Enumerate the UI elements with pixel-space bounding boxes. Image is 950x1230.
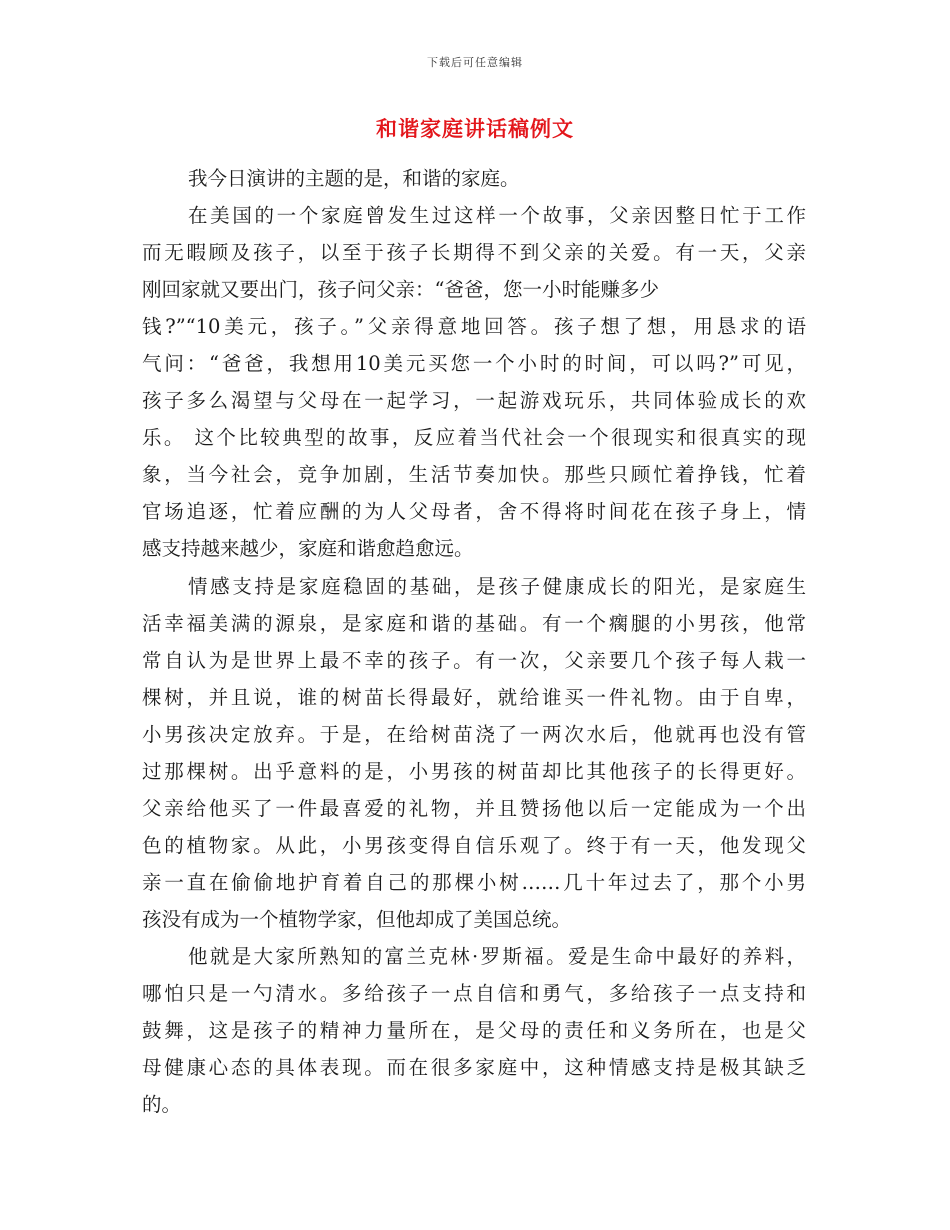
document-title: 和谐家庭讲话稿例文 <box>376 117 574 141</box>
text-line: 象，当今社会，竞争加剧，生活节奏加快。那些只顾忙着挣钱，忙着 <box>142 463 806 487</box>
text-line: 感支持越来越少，家庭和谐愈趋愈远。 <box>142 537 474 561</box>
page-header-note: 下载后可任意编辑 <box>427 56 523 69</box>
text-line: 活幸福美满的源泉，是家庭和谐的基础。有一个瘸腿的小男孩，他常 <box>142 611 806 635</box>
text-line: 我今日演讲的主题的是，和谐的家庭。 <box>188 167 520 190</box>
text-line: 钱?”“10美元，孩子。”父亲得意地回答。孩子想了想，用恳求的语 <box>142 315 806 339</box>
text-line: 过那棵树。出乎意料的是，小男孩的树苗却比其他孩子的长得更好。 <box>142 759 806 783</box>
text-line: 孩子多么渴望与父母在一起学习，一起游戏玩乐，共同体验成长的欢 <box>142 389 806 413</box>
text-line: 父亲给他买了一件最喜爱的礼物，并且赞扬他以后一定能成为一个出 <box>142 796 806 820</box>
text-line: 哪怕只是一勺清水。多给孩子一点自信和勇气，多给孩子一点支持和 <box>142 982 806 1006</box>
text-line: 气问：“爸爸，我想用10美元买您一个小时的时间，可以吗?”可见， <box>142 352 806 376</box>
text-line: 在美国的一个家庭曾发生过这样一个故事，父亲因整日忙于工作 <box>188 204 806 228</box>
text-line: 棵树，并且说，谁的树苗长得最好，就给谁买一件礼物。由于自卑， <box>142 685 806 709</box>
document-body <box>142 160 806 1123</box>
text-line: 官场追逐，忙着应酬的为人父母者，舍不得将时间花在孩子身上，情 <box>142 500 806 524</box>
text-line: 刚回家就又要出门，孩子问父亲：“爸爸，您一小时能赚多少 <box>142 278 659 302</box>
text-line: 鼓舞，这是孩子的精神力量所在，是父母的责任和义务所在，也是父 <box>142 1019 806 1043</box>
text-line: 他就是大家所熟知的富兰克林·罗斯福。爱是生命中最好的养料， <box>188 944 806 968</box>
text-line: 小男孩决定放弃。于是，在给树苗浇了一两次水后，他就再也没有管 <box>142 722 806 746</box>
text-line: 常自认为是世界上最不幸的孩子。有一次，父亲要几个孩子每人栽一 <box>142 648 806 672</box>
text-line: 而无暇顾及孩子，以至于孩子长期得不到父亲的关爱。有一天，父亲 <box>142 241 806 265</box>
text-line: 亲一直在偷偷地护育着自己的那棵小树……几十年过去了，那个小男 <box>142 870 806 894</box>
text-line: 的。 <box>142 1093 182 1117</box>
text-line: 情感支持是家庭稳固的基础，是孩子健康成长的阳光，是家庭生 <box>188 574 806 598</box>
text-line: 孩没有成为一个植物学家，但他却成了美国总统。 <box>142 907 572 931</box>
text-line: 母健康心态的具体表现。而在很多家庭中，这种情感支持是极其缺乏 <box>142 1056 806 1080</box>
text-line: 色的植物家。从此，小男孩变得自信乐观了。终于有一天，他发现父 <box>142 833 806 857</box>
text-line: 乐。 这个比较典型的故事，反应着当代社会一个很现实和很真实的现 <box>142 426 806 450</box>
